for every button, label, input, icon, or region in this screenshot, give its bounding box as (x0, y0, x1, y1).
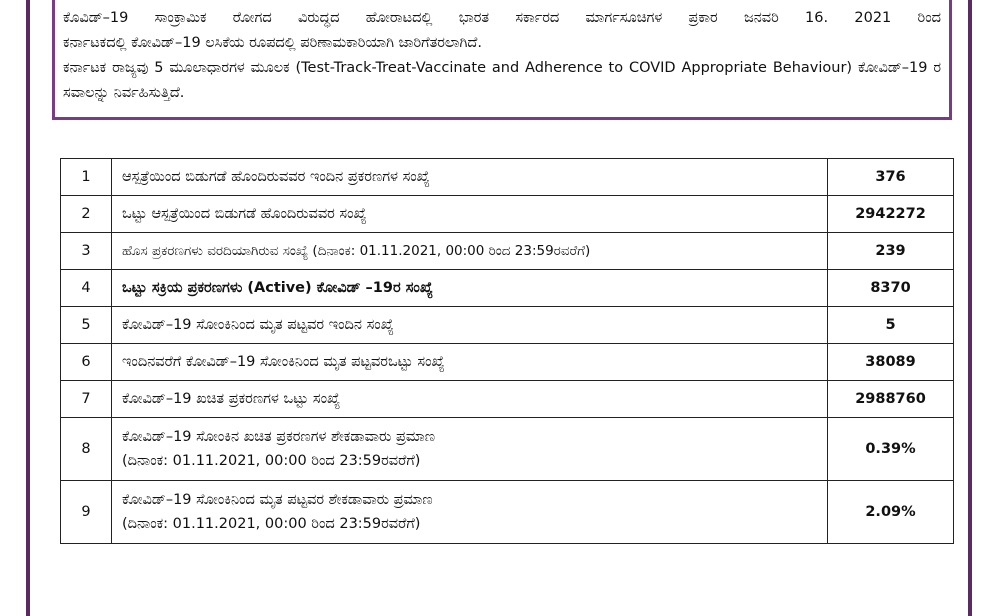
row-value: 8370 (828, 270, 954, 307)
notice-line-2: ಕರ್ನಾಟಕದಲ್ಲಿ ಕೋವಿಡ್–19 ಲಸಿಕೆಯ ರೂಪದಲ್ಲಿ ಪರಿಣಾಮಕಾರಿಯಾಗಿ ಜಾರಿಗೆತರಲಾಗಿದೆ. (63, 35, 482, 51)
row-description: ಆಸ್ಪತ್ರೆಯಿಂದ ಬಿಡುಗಡೆ ಹೊಂದಿರುವವರ ಇಂದಿನ ಪ್ರಕರಣಗಳ ಸಂಖ್ಯೆ (112, 159, 828, 196)
table-row (61, 481, 954, 544)
table-row (61, 159, 954, 196)
row-description: ಕೋವಿಡ್–19 ಸೋಂಕಿನಿಂದ ಮೃತ ಪಟ್ಟವರ ಇಂದಿನ ಸಂಖ್ಯೆ (112, 307, 828, 344)
table-row (61, 233, 954, 270)
table-row (61, 344, 954, 381)
row-number: 4 (61, 270, 112, 307)
row-date-range: (ದಿನಾಂಕ: 01.11.2021, 00:00 ರಿಂದ 23:59ರವರೆಗೆ) (122, 516, 421, 532)
row-number: 3 (61, 233, 112, 270)
row-description: ಕೋವಿಡ್–19 ಸೋಂಕಿನಿಂದ ಮೃತ ಪಟ್ಟವರ ಶೇಕಡಾವಾರು ಪ್ರಮಾಣ (122, 492, 433, 508)
table-row (61, 418, 954, 481)
table-row (61, 270, 954, 307)
row-value: 2988760 (828, 381, 954, 418)
row-number: 8 (61, 418, 112, 481)
row-number: 2 (61, 196, 112, 233)
row-value: 239 (828, 233, 954, 270)
row-description: ಕೋವಿಡ್–19 ಸೋಂಕಿನ ಖಚಿತ ಪ್ರಕರಣಗಳ ಶೇಕಡಾವಾರು ಪ್ರಮಾಣ (122, 429, 436, 445)
table-row (61, 381, 954, 418)
row-value: 0.39% (828, 418, 954, 481)
row-value: 376 (828, 159, 954, 196)
row-description: ಒಟ್ಟು ಆಸ್ಪತ್ರೆಯಿಂದ ಬಿಡುಗಡೆ ಹೊಂದಿರುವವರ ಸಂಖ್ಯೆ (112, 196, 828, 233)
row-description-cell (112, 418, 828, 481)
notice-box (52, 0, 952, 120)
row-number: 7 (61, 381, 112, 418)
row-description: ಹೊಸ ಪ್ರಕರಣಗಳು ವರದಿಯಾಗಿರುವ ಸಂಖ್ಯೆ (ದಿನಾಂಕ: 01.11.2021, 00:00 ರಿಂದ 23:59ರವರೆಗೆ) (112, 233, 828, 270)
row-date-range: (ದಿನಾಂಕ: 01.11.2021, 00:00 ರಿಂದ 23:59ರವರೆಗೆ) (122, 453, 421, 469)
table-row (61, 307, 954, 344)
row-value: 38089 (828, 344, 954, 381)
row-number: 5 (61, 307, 112, 344)
row-number: 1 (61, 159, 112, 196)
notice-line-3: ಕರ್ನಾಟಕ ರಾಜ್ಯವು 5 ಮೂಲಾಧಾರಗಳ ಮೂಲಕ (Test-Track-Treat-Vaccinate and Adherence to COVID Appropriate Behaviour) ಕೋವಿಡ್–19 ರ ಸವಾಲನ್ನು ನಿರ್ವಹಿಸುತ್ತಿದೆ. (63, 60, 941, 101)
row-description: ಕೋವಿಡ್–19 ಖಚಿತ ಪ್ರಕರಣಗಳ ಒಟ್ಟು ಸಂಖ್ಯೆ (112, 381, 828, 418)
row-description: ಒಟ್ಟು ಸಕ್ರಿಯ ಪ್ರಕರಣಗಳು (Active) ಕೋವಿಡ್ –19ರ ಸಂಖ್ಯೆ (112, 270, 828, 307)
row-value: 2942272 (828, 196, 954, 233)
notice-line-1: ಕೊವಿಡ್–19 ಸಾಂಕ್ರಾಮಿಕ ರೋಗದ ವಿರುದ್ಧದ ಹೋರಾಟದಲ್ಲಿ ಭಾರತ ಸರ್ಕಾರದ ಮಾರ್ಗಸೂಚಿಗಳ ಪ್ರಕಾರ ಜನವರಿ 16. 2021 ರಿಂದ (63, 10, 941, 26)
row-number: 6 (61, 344, 112, 381)
row-value: 5 (828, 307, 954, 344)
row-value: 2.09% (828, 481, 954, 544)
table-row (61, 196, 954, 233)
row-description-cell (112, 481, 828, 544)
row-number: 9 (61, 481, 112, 544)
covid-stats-table (60, 158, 954, 544)
row-description: ಇಂದಿನವರೆಗೆ ಕೋವಿಡ್–19 ಸೋಂಕಿನಿಂದ ಮೃತ ಪಟ್ಟವರಒಟ್ಟು ಸಂಖ್ಯೆ (112, 344, 828, 381)
